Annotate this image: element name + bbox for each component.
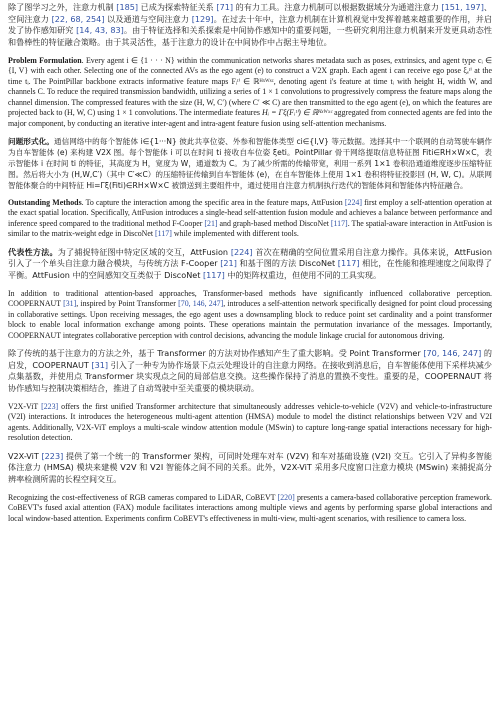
text: V2X-ViT bbox=[8, 401, 42, 411]
text: 提供了第一个统一的 Transformer 架构，可同时处理车对车 (V2V) 和车对基础设施 (V2I) 交互。它引入了异构多智能体注意力 (HMSA) 模块来建模 V2V 和 V2I 智能体之间不同的关系。此外，V2X-ViT 采用多尺度窗口注意力模块 (MSwin) 来捕捉高分辨率检测所需的长程空间交互。 bbox=[8, 450, 492, 485]
citation-link[interactable]: [129] bbox=[191, 13, 214, 24]
text: 为了捕捉特征图中特定区域的交互，AttFusion bbox=[57, 246, 231, 257]
text: 已成为探索特征关系 bbox=[138, 2, 217, 12]
text: first employ a self-attention operation at the exact spatial location. Specifically, AttFusion introduces a single-head self-attention fusion module and achieves a balance between performance and inference speed compared to the traditional method F-Cooper bbox=[8, 198, 492, 228]
citation-link[interactable]: [185] bbox=[116, 2, 139, 12]
citation-link[interactable]: [31] bbox=[91, 359, 109, 370]
citation-link[interactable]: [151, 197] bbox=[441, 2, 484, 12]
text: 以及通道与空间注意力 bbox=[104, 13, 192, 24]
section-heading: Outstanding Methods bbox=[8, 198, 82, 208]
citation-link[interactable]: [71] bbox=[216, 2, 234, 12]
citation-link[interactable]: [117] bbox=[155, 229, 172, 239]
paragraph-transformer-en bbox=[8, 289, 492, 341]
paper-page bbox=[8, 2, 492, 531]
paragraph-problem-formulation-zh bbox=[8, 136, 492, 191]
paragraph-problem-formulation-en bbox=[8, 56, 492, 129]
text: 。在过去十年中，注意力机制在计算机视觉中发挥着越来越重要的作用，并启发了协作感知研究 bbox=[8, 13, 492, 36]
paragraph-attention-intro-zh bbox=[8, 2, 492, 49]
text: , introduces a self-attention network specifically designed for point cloud processing in collaborative settings. Upon receiving messages, the ego agent uses a downsampling block to reduce point set cardinality and a point transformer block to enable local information exchange among points. These operations maintain the permutation invariance of the messages. Importantly, COOPERNAUT integrates collaborative perception with control decisions, advancing the module linkage crucial for autonomous driving. bbox=[8, 299, 492, 340]
text: 通信网络中的每个智能体 i∈{1···N} 彼此共享位姿、外参和智能体类型 ci∈{I,V} 等元数据。选择其中一个联网的自动驾驶车辆作为自车智能体 (e) 来构建 V2X 图。每个智能体 i 可以在时间 ti 接收自车位姿 ξeti。PointPillar 骨干网络提取信息特征图 Fiti∈RH×W×C，表示智能体 i 在时间 ti 的特征，其高度为 H，宽度为 W，通道数为 C。为了减少所需的传输带宽，利用一系列 1×1 卷积沿通道维度逐步压缩特征图。然后将大小为 (H,W,C′)（其中 C′≪C）的压缩特征传输到自车智能体 (e)，在自车智能体上使用 1×1 卷积将特征投影回 (H, W, C)。从联网智能体聚合的中间特征 Hi=Γξ(Fiti)∈RH×W×C 被馈送到主要组件中，通过使用自注意力机制执行迭代的智能体间和智能体内特征融合。 bbox=[8, 137, 493, 191]
section-heading: 代表性方法。 bbox=[8, 246, 58, 257]
citation-link[interactable]: [117] bbox=[337, 258, 360, 269]
text: In addition to traditional attention-based approaches, Transformer-based methods have significantly influenced collaborative perception. COOPERNAUT bbox=[8, 288, 492, 309]
citation-link[interactable]: [31] bbox=[63, 299, 77, 309]
section-heading: 问题形式化。 bbox=[8, 137, 54, 147]
text: . Every agent i ∈ {1 · · · N} within the communication networks shares metadata such as poses, extrinsics, and agent type cᵢ ∈ {I, V} with each other. Selecting one of the connected AVs as the ego agent (e) to construct a V2X graph. Each agent i can receive ego pose ξₑᵗⁱ at the time tᵢ. The PointPillar backbone extracts informative feature maps Fᵢᵗⁱ ∈ ℝᴴˣᵂˣᶜ, denoting agent i's feature at time tᵢ with height H, width W, and channels C. To reduce the required transmission bandwidth, utilizing a series of 1 × 1 convolutions to progressively compress the feature maps along the channel dimension. The compressed features with the size (H, W, C′) (where C′ ≪ C) are then transmitted to the ego agent (e), on which the features are projected back to (H, W, C) using 1 × 1 convolutions. The intermediate features bbox=[8, 55, 492, 118]
text: 的启发，COOPERNAUT bbox=[8, 348, 492, 370]
text: 的有力工具。注意力机制可以根据数据域分为通道注意力 bbox=[233, 2, 442, 12]
text: 除了传统的基于注意力的方法之外，基于 Transformer 的方法对协作感知产生了重大影响。受 Point Transformer bbox=[8, 348, 424, 359]
inline-formula: Hᵢ = Γξ(Fᵢᵗⁱ) ∈ ℝᴴˣᵂˣᶜ bbox=[262, 108, 333, 118]
text: 除了图学习之外，注意力机制 bbox=[8, 2, 117, 12]
text: 引入了一种专为协作场景下点云处理设计的自注意力网络。在接收到消息后，自车智能体使用下采样块减少点集基数，并使用点 Transformer 块实现点之间的局部信息交换。这些操作保持了消息的置换不变性。重要的是，COOPERNAUT 将协作感知与控制决策相结合，推进了自动驾驶中至关重要的模块联动。 bbox=[8, 359, 493, 394]
paragraph-cobevt-en bbox=[8, 493, 492, 524]
paragraph-outstanding-methods-en bbox=[8, 198, 492, 240]
text: 。由于特征选择和关系探索是中间协作感知中的重要问题，一些研究利用注意力机制来开发更具动态性和鲁棒性的特征融合策略。由于其灵活性，基于注意力的设计在中间协作中占据主导地位。 bbox=[8, 25, 492, 48]
paragraph-v2x-vit-en bbox=[8, 402, 492, 444]
citation-link[interactable]: [21] bbox=[220, 258, 237, 269]
text: , inspired by Point Transformer bbox=[76, 299, 179, 309]
citation-link[interactable]: [224] bbox=[344, 198, 362, 208]
citation-link[interactable]: [22, 68, 254] bbox=[51, 13, 105, 24]
section-heading: Problem Formulation bbox=[8, 55, 82, 65]
text: 、空间注意力 bbox=[8, 2, 493, 24]
citation-link[interactable]: [220] bbox=[277, 492, 295, 502]
citation-link[interactable]: [70, 146, 247] bbox=[423, 348, 482, 359]
citation-link[interactable]: [117] bbox=[330, 218, 348, 228]
citation-link[interactable]: [117] bbox=[202, 270, 225, 281]
text: offers the first unified Transformer architecture that simultaneously addresses vehicle-to-vehicle (V2V) and vehicle-to-infrastructure (V2I) interactions. It introduces the heterogeneous multi-agent attention (HMSA) module to model the distinct relationships between V2V and V2I agents. Additionally, V2X-ViT employs a multi-scale window attention module (MSwin) to capture long-range spatial interactions necessary for high-resolution detection. bbox=[8, 401, 492, 443]
text: 相比，在性能和推理速度之间取得了平衡。AttFusion 中的空间感知交互类似于 DiscoNet bbox=[8, 258, 492, 281]
paragraph-v2x-vit-zh bbox=[8, 451, 492, 486]
text: 首次在精确的空间位置采用自注意力操作。具体来说，AttFusion 引入了一个单头自注意力融合模块，与传统方法 F-Cooper bbox=[8, 246, 492, 269]
paragraph-transformer-zh bbox=[8, 348, 492, 395]
text: presents a camera-based collaborative perception framework. CoBEVT's fused axial attention (FAX) module facilitates interactions among multiple views and agents by performing sparse global interactions and local window-based attention. Experiments confirm CoBEVT's effectiveness in multi-view, multi-agent scenarios, with resilience to camera loss. bbox=[8, 492, 493, 523]
citation-link[interactable]: [70, 146, 247] bbox=[178, 299, 224, 309]
text: while implemented with different tools. bbox=[171, 229, 299, 239]
text: 和基于图的方法 DiscoNet bbox=[236, 258, 338, 269]
citation-link[interactable]: [21] bbox=[204, 218, 218, 228]
text: . To capture the interaction among the specific area in the feature maps, AttFusion bbox=[81, 198, 345, 208]
text: aggregated from connected agents are fed into the major component, by conducting an iterative inter-agent and intra-agent feature fusion using self-attention mechanisms. bbox=[8, 108, 492, 128]
citation-link[interactable]: [224] bbox=[230, 246, 253, 257]
text: V2X-ViT bbox=[8, 450, 42, 461]
paragraph-outstanding-methods-zh bbox=[8, 247, 492, 282]
text: and graph-based method DiscoNet bbox=[217, 218, 331, 228]
citation-link[interactable]: [14, 43, 83] bbox=[76, 25, 124, 36]
text: 中的矩阵权重边，但使用不同的工具实现。 bbox=[224, 270, 382, 281]
text: Recognizing the cost-effectiveness of RGB cameras compared to LiDAR, CoBEVT bbox=[8, 492, 278, 502]
text: . The spatial-aware interaction in AttFusion is similar to the matrix-weight edge in DiscoNet bbox=[8, 218, 492, 239]
citation-link[interactable]: [223] bbox=[41, 401, 59, 411]
citation-link[interactable]: [223] bbox=[41, 450, 64, 461]
